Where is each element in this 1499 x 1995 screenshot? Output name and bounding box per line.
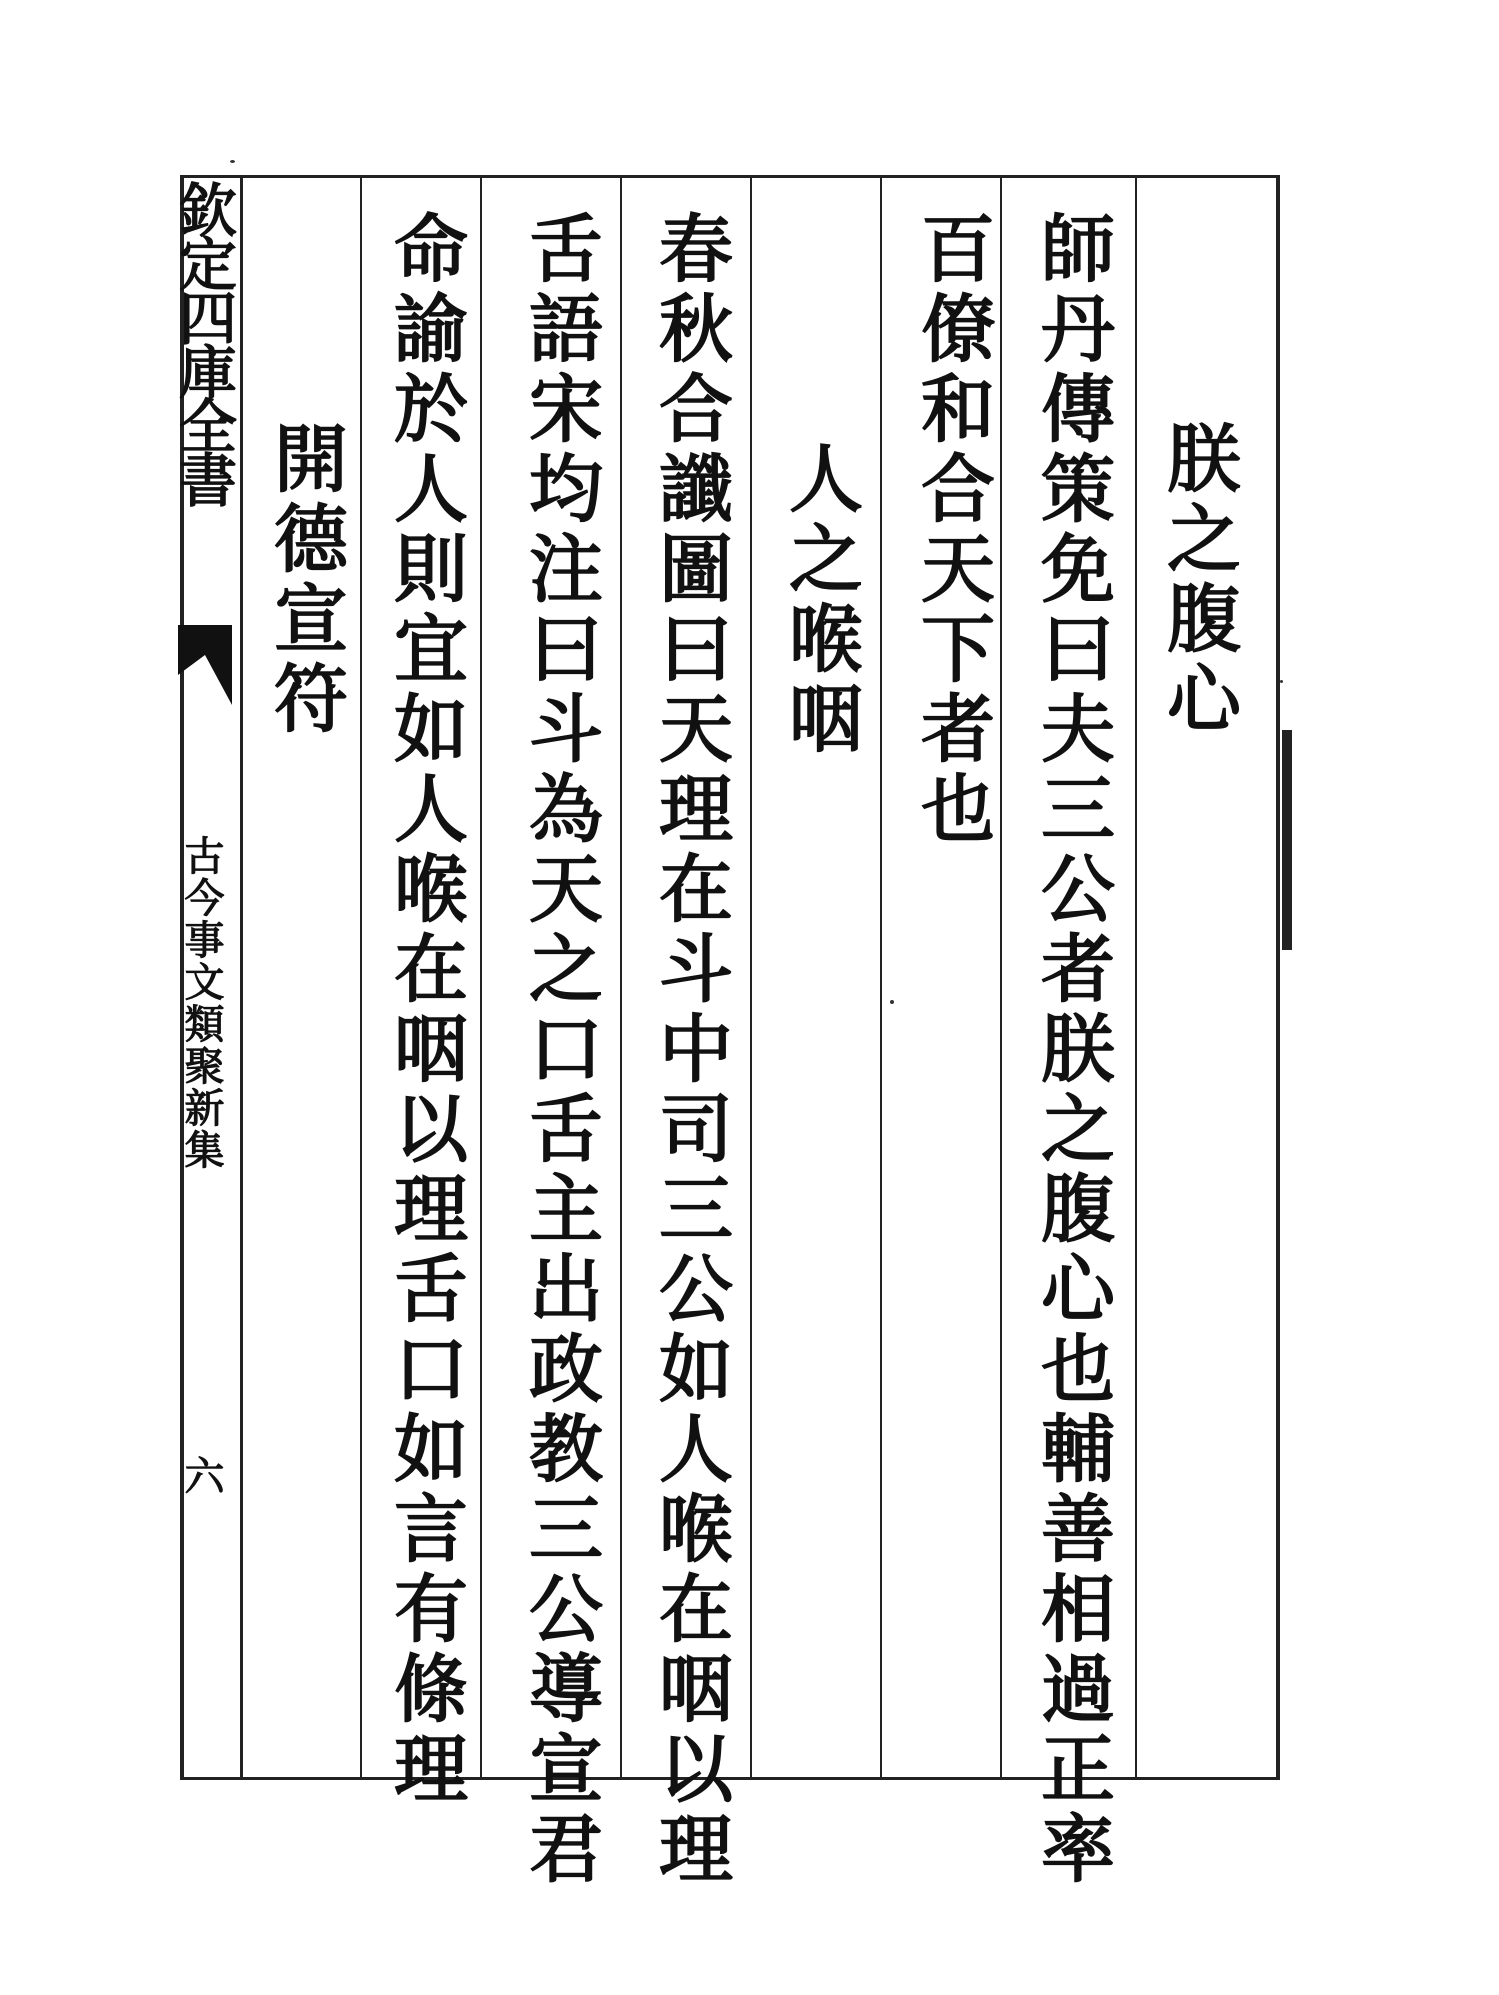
heading-3: 開德宣符 [262, 420, 348, 740]
section-title: 古今事文類聚新集 [178, 835, 225, 1171]
column-rule [1135, 175, 1137, 1780]
text-column: 命諭於人則宜如人喉在咽以理舌口如言有條理 [382, 210, 468, 1810]
column-rule [480, 175, 482, 1780]
scan-speck [1280, 680, 1283, 683]
heading-1: 朕之腹心 [1155, 420, 1241, 740]
column-rule [360, 175, 362, 1780]
text-column: 春秋合讖圖曰天理在斗中司三公如人喉在咽以理 [647, 210, 733, 1890]
column-rule [620, 175, 622, 1780]
scan-speck [890, 1000, 894, 1004]
scan-speck [230, 160, 235, 163]
text-column: 師丹傳策免曰夫三公者朕之腹心也輔善相過正率 [1029, 210, 1115, 1890]
book-title: 欽定四庫全書 [169, 180, 237, 504]
page-number: 六 [178, 1455, 225, 1495]
text-column: 百僚和合天下者也 [909, 210, 995, 850]
top-border [180, 175, 1280, 178]
text-column: 舌語宋均注曰斗為天之口舌主出政教三公導宣君 [517, 210, 603, 1890]
column-rule [750, 175, 752, 1780]
fish-tail-ornament [178, 625, 232, 705]
edge-mark [1282, 730, 1292, 950]
column-rule [880, 175, 882, 1780]
right-border [1276, 175, 1280, 1780]
heading-2: 人之喉咽 [777, 440, 863, 760]
margin-rule [240, 175, 243, 1780]
